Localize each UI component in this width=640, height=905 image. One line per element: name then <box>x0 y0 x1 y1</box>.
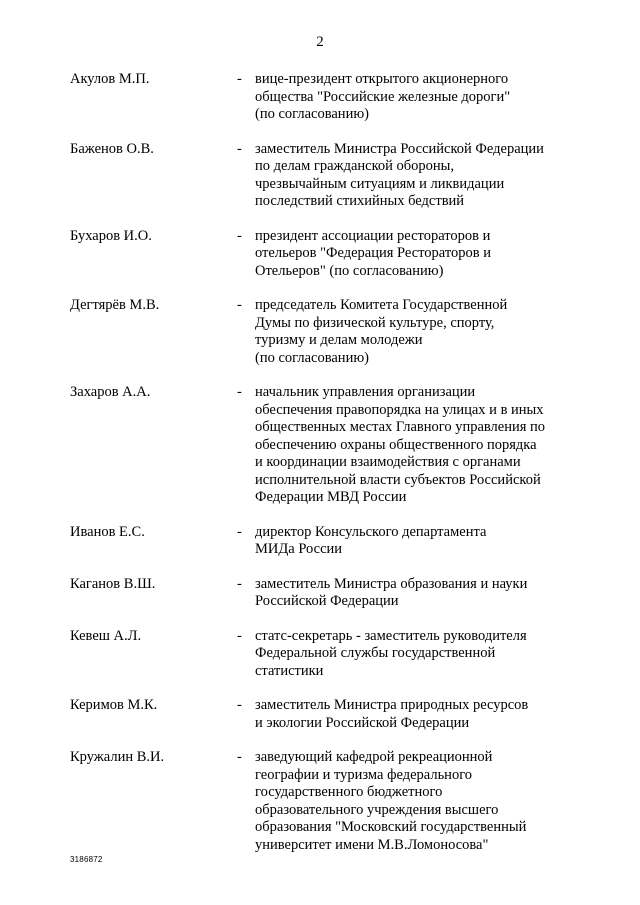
member-name: Захаров А.А. <box>70 384 151 400</box>
dash-separator: - <box>237 140 242 157</box>
member-position: председатель Комитета Государственной Думы по физической культуре, спорту, туризму и делам молодежи (по согласованию) <box>255 297 508 366</box>
member-position: начальник управления организации обеспечения правопорядка на улицах и в иных общественных местах Главного управления по обеспечению охраны общественного порядка и координации взаимодействия с органами исполнительной власти субъектов Российской Федерации МВД России <box>255 384 546 505</box>
dash-separator: - <box>237 749 242 765</box>
list-item <box>0 524 640 559</box>
page-number: 2 <box>316 34 324 50</box>
dash-separator: - <box>237 227 242 244</box>
member-position: директор Консульского департамента МИДа России <box>255 523 487 557</box>
list-item <box>0 71 640 124</box>
member-name: Каганов В.Ш. <box>70 575 156 592</box>
list-item <box>0 576 640 611</box>
dash-separator: - <box>237 523 242 540</box>
dash-separator: - <box>237 697 242 713</box>
member-position: заместитель Министра образования и науки Российской Федерации <box>255 575 528 609</box>
dash-separator: - <box>237 384 242 400</box>
member-position: заместитель Министра природных ресурсов и экологии Российской Федерации <box>255 697 529 731</box>
dash-separator: - <box>237 297 242 313</box>
dash-separator: - <box>237 627 242 644</box>
member-position: президент ассоциации рестораторов и отельеров "Федерация Рестораторов и Отельеров" (по согласованию) <box>255 227 491 279</box>
member-name: Бухаров И.О. <box>70 227 152 244</box>
member-name: Кевеш А.Л. <box>70 627 142 644</box>
member-name: Кружалин В.И. <box>70 749 165 765</box>
list-item <box>0 384 640 507</box>
member-position: статс-секретарь - заместитель руководителя Федеральной службы государственной статистики <box>255 627 527 679</box>
member-position: вице-президент открытого акционерного общества "Российские железные дороги" (по согласованию) <box>255 71 511 122</box>
dash-separator: - <box>237 71 242 87</box>
member-position: заместитель Министра Российской Федерации по делам гражданской обороны, чрезвычайным ситуациям и ликвидации последствий стихийных бедствий <box>255 140 544 209</box>
members-list <box>0 71 640 854</box>
list-item <box>0 628 640 681</box>
list-item <box>0 697 640 732</box>
member-name: Баженов О.В. <box>70 140 154 157</box>
list-item <box>0 749 640 854</box>
member-position: заведующий кафедрой рекреационной географии и туризма федерального государственного бюджетного образовательного учреждения высшего образования "Московский государственный университет имени М.В.Ломоносова" <box>255 749 527 853</box>
list-item <box>0 141 640 211</box>
list-item <box>0 228 640 281</box>
document-code: 3186872 <box>70 855 103 864</box>
member-name: Дегтярёв М.В. <box>70 297 160 313</box>
dash-separator: - <box>237 575 242 592</box>
list-item <box>0 297 640 367</box>
member-name: Акулов М.П. <box>70 71 150 87</box>
member-name: Керимов М.К. <box>70 697 158 713</box>
member-name: Иванов Е.С. <box>70 523 145 540</box>
